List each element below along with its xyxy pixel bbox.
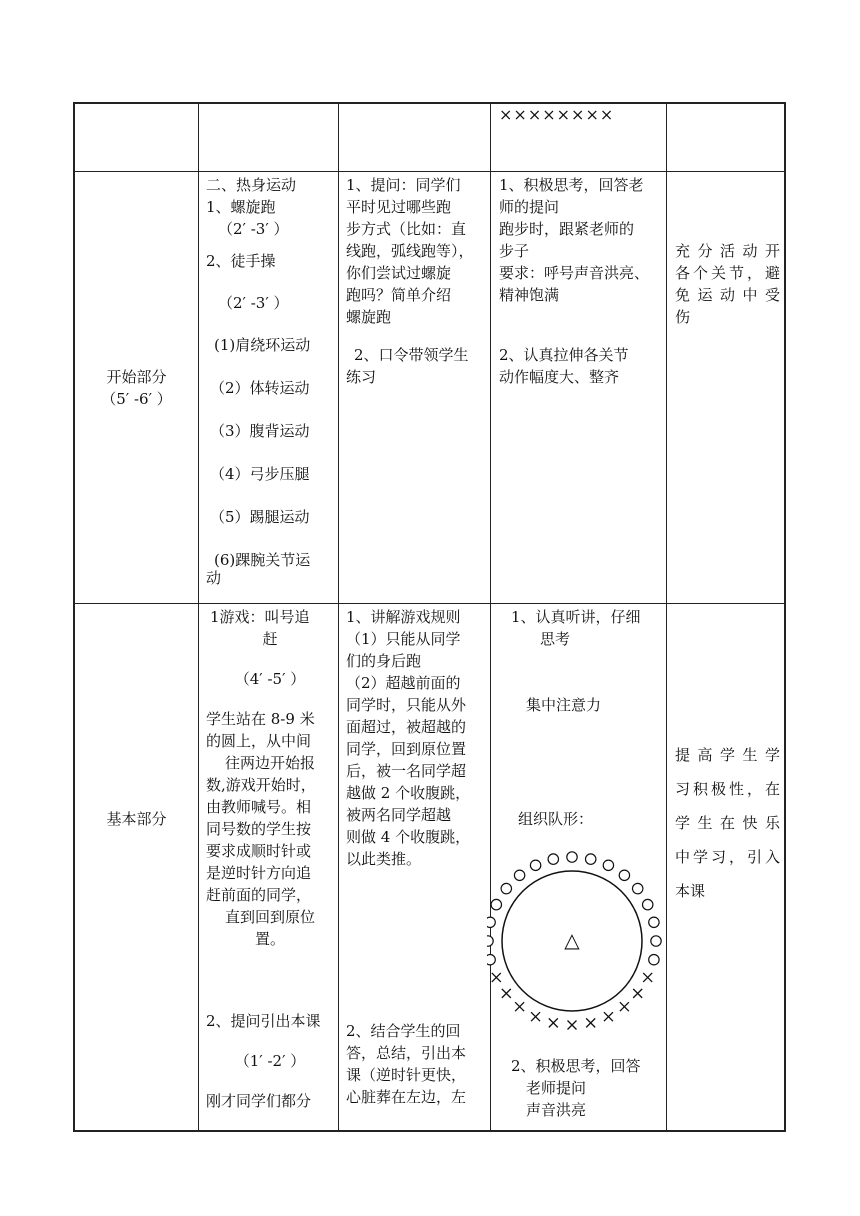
- teacher-line: 线跑，弧线跑等），: [346, 242, 474, 260]
- teacher-line: 答，总结，引出本: [346, 1044, 467, 1062]
- student-line: 师的提问: [499, 198, 560, 216]
- student-line: 1、认真听讲，仔细: [511, 608, 641, 626]
- warmup-content: [206, 174, 336, 589]
- teacher-line: 以此类推。: [346, 850, 422, 868]
- warmup-heading: 二、热身运动: [206, 176, 297, 194]
- student-line: 精神饱满: [499, 286, 560, 304]
- cross-student-icon: [604, 1012, 613, 1021]
- cross-student-icon: [586, 1018, 595, 1027]
- purpose-line: 免运动中受: [675, 286, 780, 304]
- game-desc: 数,游戏开始时，: [206, 776, 316, 794]
- exercise-item: （3）腹背运动: [210, 422, 310, 440]
- question-item: 2、提问引出本课: [206, 1012, 321, 1030]
- circle-student-icon: [603, 860, 613, 870]
- teacher-line: 步方式（比如：直: [346, 220, 467, 238]
- game-desc: 同号数的学生按: [206, 820, 312, 838]
- student-line: 2、认真拉伸各关节: [499, 346, 629, 364]
- teacher-line: 面超过，被超越的: [346, 718, 467, 736]
- teacher-activity-start: [346, 174, 484, 388]
- teacher-line: 被两名同学超越: [346, 806, 452, 824]
- warmup-time: （2′ -3′ ）: [218, 220, 289, 238]
- game-desc: 由教师喊号。相: [206, 798, 312, 816]
- game-time: （4′ -5′ ）: [234, 670, 306, 688]
- circle-student-icon: [487, 936, 493, 946]
- game-title-cont: 赶: [262, 630, 278, 648]
- formation-diagram: [487, 850, 665, 1030]
- student-line: 2、积极思考，回答: [511, 1057, 641, 1075]
- circle-student-icon: [651, 936, 661, 946]
- teacher-line: （1）只能从同学: [346, 630, 461, 648]
- game-desc: 是逆时针方向追: [206, 864, 312, 882]
- student-line: 要求：呼号声音洪亮、: [499, 264, 650, 282]
- game-desc: 置。: [254, 930, 285, 948]
- student-line: 组织队形：: [518, 810, 594, 828]
- table-border-right: [784, 102, 786, 1132]
- cross-student-icon: [531, 1012, 540, 1021]
- teacher-line: （2）超越前面的: [346, 674, 461, 692]
- purpose-line: 中学习，引入: [675, 848, 780, 866]
- teacher-line: 则做 4 个收腹跳，: [346, 828, 471, 846]
- teacher-line: 跑吗？简单介绍: [346, 286, 452, 304]
- purpose-line: 本课: [675, 882, 706, 900]
- teacher-line: 越做 2 个收腹跳，: [346, 784, 471, 802]
- game-content: [206, 606, 334, 1112]
- table-col-divider-4: [666, 102, 667, 1132]
- section-title-basic: 基本部分: [106, 810, 167, 828]
- table-border-left: [73, 102, 75, 1132]
- table-border-bottom: [73, 1130, 786, 1132]
- teacher-line: 心脏葬在左边，左: [346, 1088, 467, 1106]
- game-desc: 学生站在 8-9 米: [206, 710, 315, 728]
- circle-student-icon: [649, 917, 659, 927]
- cross-student-icon: [620, 1002, 629, 1011]
- game-desc: 要求成顺时针或: [206, 842, 312, 860]
- student-line: 动作幅度大、整齐: [499, 368, 620, 386]
- circle-student-icon: [619, 870, 629, 880]
- purpose-basic: [675, 738, 780, 908]
- purpose-line: 习积极性，在: [675, 780, 780, 798]
- student-line: 思考: [540, 630, 571, 648]
- exercise-item: (1)肩绕环运动: [214, 336, 311, 354]
- circle-student-icon: [633, 883, 643, 893]
- formation-marks: ××××××××: [499, 105, 615, 124]
- section-name: 开始部分: [106, 368, 167, 386]
- teacher-line: 1、讲解游戏规则: [346, 608, 461, 626]
- circle-student-icon: [487, 955, 495, 965]
- cross-student-icon: [515, 1002, 524, 1011]
- circle-student-icon: [649, 955, 659, 965]
- exercise-item: （5）踢腿运动: [210, 508, 310, 526]
- circle-student-icon: [567, 852, 577, 862]
- warmup-time: （2′ -3′ ）: [218, 294, 289, 312]
- student-line: 跑步时，跟紧老师的: [499, 220, 635, 238]
- circle-student-icon: [501, 883, 511, 893]
- purpose-line: 各个关节，避: [675, 264, 780, 282]
- teacher-line: 同学，回到原位置: [346, 740, 467, 758]
- table-col-divider-1: [198, 102, 199, 1132]
- purpose-line: 学生在快乐: [675, 814, 780, 832]
- warmup-item: 1、螺旋跑: [206, 198, 276, 216]
- exercise-item: （2）体转运动: [210, 379, 310, 397]
- teacher-line: 平时见过哪些跑: [346, 198, 452, 216]
- table-border-top: [73, 102, 786, 104]
- question-time: （1′ -2′ ）: [234, 1052, 306, 1070]
- game-desc: 赶前面的同学，: [206, 886, 312, 904]
- teacher-line: 后，被一名同学超: [346, 762, 467, 780]
- cross-student-icon: [633, 989, 642, 998]
- exercise-item: (6)踝腕关节运: [214, 551, 311, 569]
- teacher-line: 同学时，只能从外: [346, 696, 467, 714]
- table-row-divider-2: [73, 603, 786, 604]
- circle-student-icon: [548, 854, 558, 864]
- teacher-line: 课（逆时针更快，: [346, 1066, 467, 1084]
- game-desc: 直到回到原位: [224, 908, 315, 926]
- exercise-item: （4）弓步压腿: [210, 465, 310, 483]
- teacher-line: 螺旋跑: [346, 308, 392, 326]
- teacher-activity-basic: [346, 606, 484, 1108]
- section-title-start: [75, 366, 198, 410]
- student-line: 1、积极思考，回答老: [499, 176, 644, 194]
- teacher-triangle-icon: △: [564, 928, 580, 952]
- teacher-line: 们的身后跑: [346, 652, 422, 670]
- cross-student-icon: [549, 1018, 558, 1027]
- student-activity-start: [499, 174, 663, 388]
- cross-student-icon: [492, 973, 501, 982]
- game-desc: 的圆上，从中间: [206, 732, 312, 750]
- table-col-divider-2: [338, 102, 339, 1132]
- cross-student-icon: [502, 989, 511, 998]
- section-duration: （5′ -6′ ）: [101, 390, 172, 408]
- cross-student-icon: [643, 973, 652, 982]
- teacher-line: 2、结合学生的回: [346, 1022, 461, 1040]
- circle-student-icon: [491, 899, 501, 909]
- teacher-line: 1、提问：同学们: [346, 176, 461, 194]
- teacher-line: 练习: [346, 368, 377, 386]
- circle-student-icon: [530, 860, 540, 870]
- purpose-start: [675, 240, 780, 328]
- purpose-line: 提高学生学: [675, 746, 780, 764]
- table-row-divider-1: [73, 171, 786, 172]
- teacher-line: 你们尝试过螺旋: [346, 264, 452, 282]
- circle-student-icon: [643, 899, 653, 909]
- circle-student-icon: [487, 917, 495, 927]
- purpose-line: 充分活动开: [675, 242, 780, 260]
- warmup-item: 2、徒手操: [206, 252, 276, 270]
- student-line: 老师提问: [526, 1079, 587, 1097]
- question-desc: 刚才同学们都分: [206, 1092, 312, 1110]
- circle-student-icon: [514, 870, 524, 880]
- purpose-line: 伤: [675, 308, 691, 326]
- student-line: 声音洪亮: [526, 1101, 587, 1119]
- cross-student-icon: [568, 1021, 577, 1030]
- teacher-line: 2、口令带领学生: [354, 346, 469, 364]
- exercise-item-cont: 动: [206, 569, 222, 587]
- student-line: 步子: [499, 242, 530, 260]
- game-title: 1游戏：叫号追: [210, 608, 310, 626]
- circle-student-icon: [586, 854, 596, 864]
- student-line: 集中注意力: [526, 696, 602, 714]
- game-desc: 往两边开始报: [224, 754, 315, 772]
